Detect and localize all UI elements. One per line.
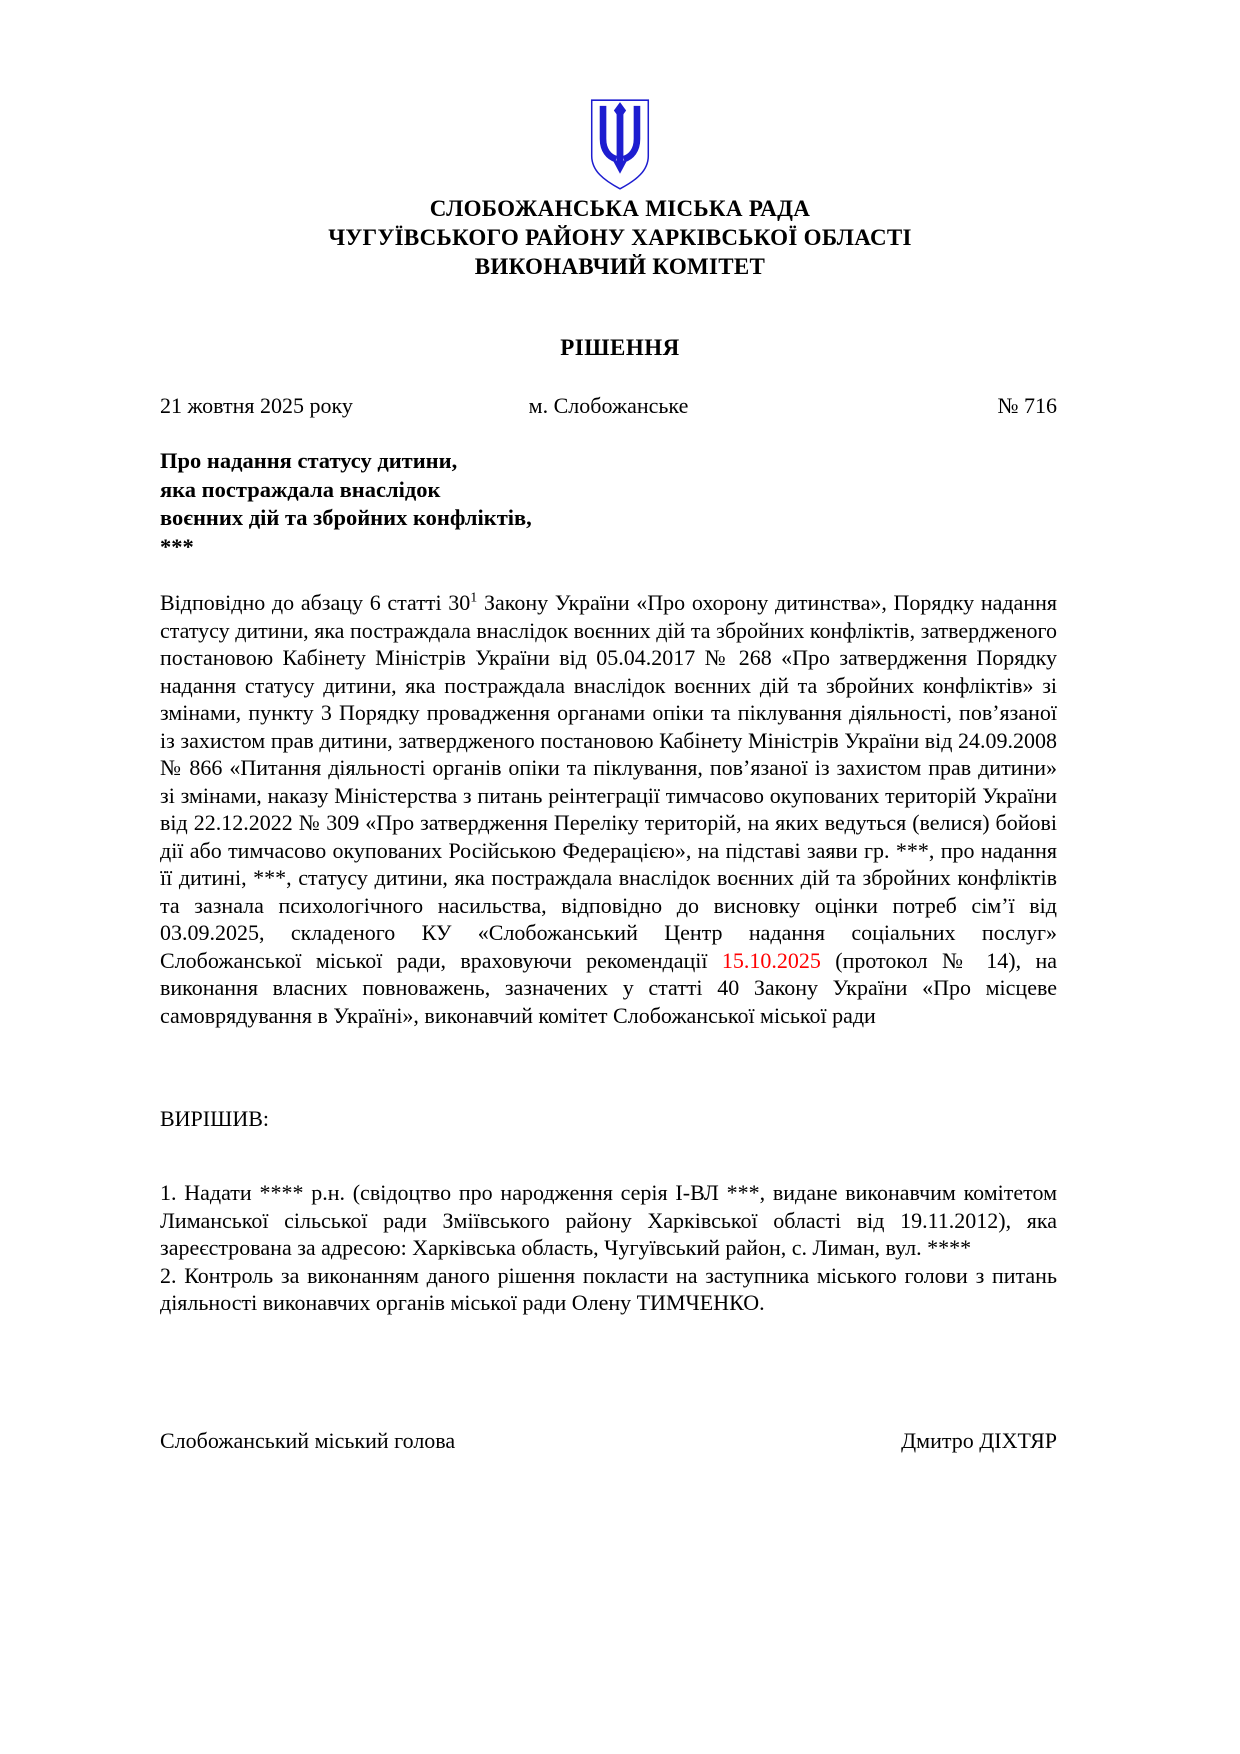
document-number: № 716 [997, 393, 1058, 418]
tryzub-coat-of-arms-icon [587, 96, 653, 193]
org-name-line1: СЛОБОЖАНСЬКА МІСЬКА РАДА [429, 196, 811, 221]
subject-line: яка постраждала внаслідок [160, 476, 441, 502]
subject-line: воєнних дій та збройних конфліктів, [160, 505, 532, 530]
document-type-title: РІШЕННЯ [560, 335, 680, 360]
subject-line: Про надання статусу дитини, [160, 448, 458, 473]
body-text-part2: Закону України «Про охорону дитинства», Порядку надання статусу дитини, яка постраждала внаслідок воєнних дій та збройних конфліктів, затвердженого постановою Кабінету Міністрів України від 05.04.2017 № 268 «Про затвердження Порядку надання статусу дитини, яка постраждала внаслідок воєнних дій та збройних конфліктів» зі змінами, пункту 3 Порядку провадження органами опіки та піклування діяльності, пов’язаної із захистом прав дитини, затвердженого постановою Кабінету Міністрів України від 24.09.2008 № 866 «Питання діяльності органів опіки та піклування, пов’язаної із захистом прав дитини» зі змінами, наказу Міністерства з питань реінтеграції тимчасово окупованих територій України від 22.12.2022 № 309 «Про затвердження Переліку територій, на яких ведуться (велися) бойові дії або тимчасово окупованих Російською Федерацією», на підставі заяви гр. ***, про надання її дитині, ***, статусу дитини, яка постраждала внаслідок воєнних дій та збройних конфліктів та зазнала психологічного насильства, відповідно до висновку оцінки потреб сім’ї від 03.09.2025, складеного КУ «Слобожанський Центр надання соціальних послуг» Слобожанської міської ради, враховуючи рекомендації [160, 590, 1057, 973]
org-name-line2: ЧУГУЇВСЬКОГО РАЙОНУ ХАРКІВСЬКОЇ ОБЛАСТІ [328, 225, 912, 250]
body-superscript: 1 [470, 590, 478, 606]
decision-item-2: 2. Контроль за виконанням даного рішення покласти на заступника міського голови з питань діяльності виконавчих органів міської ради Олену ТИМЧЕНКО. [160, 1262, 1057, 1315]
org-name-line3: ВИКОНАВЧИЙ КОМІТЕТ [474, 254, 766, 279]
document-date: 21 жовтня 2025 року [160, 393, 353, 418]
meta-row [160, 393, 1057, 419]
decision-items [160, 1179, 1057, 1317]
signatory-name: Дмитро ДІХТЯР [901, 1428, 1057, 1453]
document-place: м. Слобожанське [528, 393, 689, 418]
decision-item-1: 1. Надати **** р.н. (свідоцтво про народження серія І-ВЛ ***, видане виконавчим комітетом Лиманської сільської ради Зміївського району Харківської області від 19.11.2012), яка зареєстрована за адресою: Харківська область, Чугуївський район, с. Лиман, вул. **** [160, 1180, 1057, 1260]
signatory-position: Слобожанський міський голова [160, 1428, 456, 1453]
org-header [0, 194, 1240, 281]
body-text-part3: (протокол № 14), на виконання власних повноважень, зазначених у статті 40 Закону України «Про місцеве самоврядування в Україні», виконавчий комітет Слобожанської міської ради [160, 947, 1058, 1028]
highlighted-date: 15.10.2025 [721, 947, 821, 973]
body-paragraph [160, 589, 1057, 1029]
signature-row [160, 1428, 1057, 1454]
subject-line: *** [160, 533, 194, 559]
body-text-part1: Відповідно до абзацу 6 статті 30 [160, 590, 471, 615]
resolved-label: ВИРІШИВ: [160, 1106, 269, 1131]
subject-block [160, 447, 800, 561]
